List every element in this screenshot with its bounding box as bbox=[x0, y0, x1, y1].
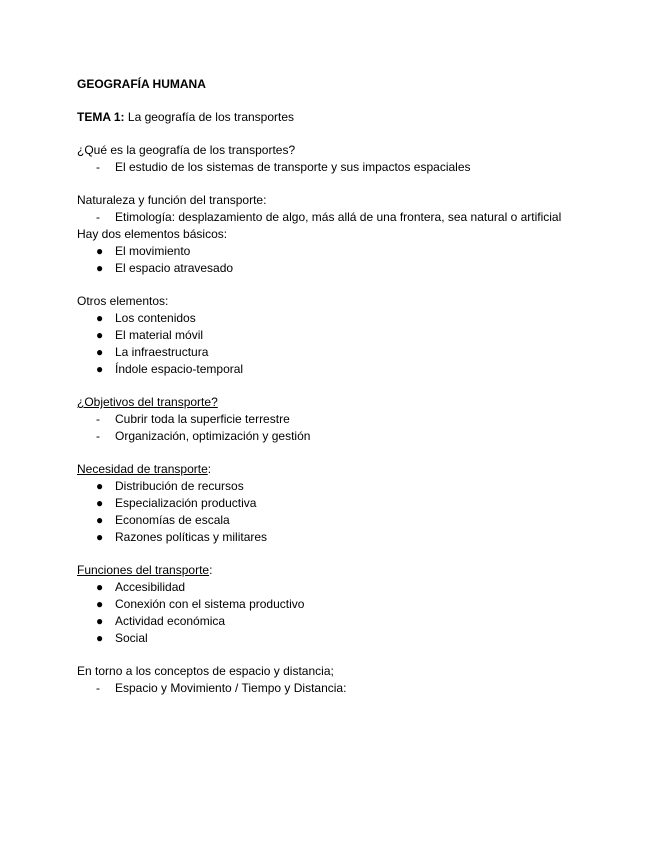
list-item-text: Etimología: desplazamiento de algo, más allá de una frontera, sea natural o artificial bbox=[115, 210, 562, 224]
bullet-marker: ● bbox=[96, 614, 104, 628]
section-heading-funciones-line bbox=[77, 562, 578, 579]
list-item bbox=[77, 243, 578, 260]
section-heading-naturaleza: Naturaleza y función del transporte: bbox=[77, 193, 267, 207]
list-item-text: Organización, optimización y gestión bbox=[115, 429, 311, 443]
bullet-marker: ● bbox=[96, 244, 104, 258]
list-item-text: Actividad económica bbox=[115, 614, 226, 628]
section-heading-necesidad: Necesidad de transporte bbox=[77, 462, 208, 476]
list-item bbox=[77, 361, 578, 378]
list-item-text: Accesibilidad bbox=[115, 580, 186, 594]
section-heading-funciones: Funciones del transporte bbox=[77, 563, 210, 577]
list-item bbox=[77, 529, 578, 546]
tema-line bbox=[77, 109, 578, 126]
bullet-marker: ● bbox=[96, 513, 104, 527]
dash-marker: - bbox=[96, 429, 100, 443]
list-item bbox=[77, 327, 578, 344]
tema-text: La geografía de los transportes bbox=[127, 110, 295, 124]
list-item bbox=[77, 344, 578, 361]
dash-marker: - bbox=[96, 160, 100, 174]
bullet-marker: ● bbox=[96, 328, 104, 342]
document-body bbox=[77, 76, 578, 697]
list-item-text: El espacio atravesado bbox=[115, 261, 234, 275]
section-heading-elementos-basicos: Hay dos elementos básicos: bbox=[77, 227, 228, 241]
bullet-marker: ● bbox=[96, 479, 104, 493]
list-item bbox=[77, 209, 578, 226]
section-heading-espacio-distancia: En torno a los conceptos de espacio y distancia; bbox=[77, 664, 334, 678]
bullet-marker: ● bbox=[96, 597, 104, 611]
list-item-text: Distribución de recursos bbox=[115, 479, 244, 493]
list-item bbox=[77, 512, 578, 529]
list-item-text: El material móvil bbox=[115, 328, 204, 342]
bullet-marker: ● bbox=[96, 345, 104, 359]
list-item bbox=[77, 260, 578, 277]
list-item bbox=[77, 310, 578, 327]
bullet-marker: ● bbox=[96, 580, 104, 594]
list-item bbox=[77, 428, 578, 445]
bullet-marker: ● bbox=[96, 261, 104, 275]
list-item-text: Especialización productiva bbox=[115, 496, 257, 510]
list-item-text: Social bbox=[115, 631, 148, 645]
list-item-text: Los contenidos bbox=[115, 311, 196, 325]
tema-label: TEMA 1: bbox=[77, 110, 125, 124]
heading-suffix: : bbox=[209, 563, 213, 577]
list-item bbox=[77, 680, 578, 697]
list-item bbox=[77, 613, 578, 630]
document-title: GEOGRAFÍA HUMANA bbox=[77, 77, 206, 91]
heading-suffix: : bbox=[207, 462, 212, 476]
list-item bbox=[77, 478, 578, 495]
list-item bbox=[77, 411, 578, 428]
list-item bbox=[77, 596, 578, 613]
list-item bbox=[77, 495, 578, 512]
section-heading-objetivos: ¿Objetivos del transporte? bbox=[77, 395, 218, 409]
section-heading-otros-elementos: Otros elementos: bbox=[77, 294, 169, 308]
list-item-text: Razones políticas y militares bbox=[115, 530, 268, 544]
bullet-marker: ● bbox=[96, 496, 104, 510]
dash-marker: - bbox=[96, 681, 100, 695]
dash-marker: - bbox=[96, 210, 100, 224]
list-item bbox=[77, 630, 578, 647]
list-item-text: La infraestructura bbox=[115, 345, 209, 359]
section-heading-necesidad-line bbox=[77, 461, 578, 478]
bullet-marker: ● bbox=[96, 362, 104, 376]
dash-marker: - bbox=[96, 412, 100, 426]
list-item-text: Conexión con el sistema productivo bbox=[115, 597, 305, 611]
list-item-text: Cubrir toda la superficie terrestre bbox=[115, 412, 290, 426]
list-item bbox=[77, 579, 578, 596]
bullet-marker: ● bbox=[96, 530, 104, 544]
list-item-text: Índole espacio-temporal bbox=[115, 362, 244, 376]
list-item-text: El estudio de los sistemas de transporte y sus impactos espaciales bbox=[115, 160, 471, 174]
list-item-text: Espacio y Movimiento / Tiempo y Distancia: bbox=[115, 681, 347, 695]
bullet-marker: ● bbox=[96, 631, 104, 645]
section-heading-que-es: ¿Qué es la geografía de los transportes? bbox=[77, 143, 296, 157]
list-item-text: El movimiento bbox=[115, 244, 191, 258]
list-item bbox=[77, 159, 578, 176]
list-item-text: Economías de escala bbox=[115, 513, 230, 527]
bullet-marker: ● bbox=[96, 311, 104, 325]
